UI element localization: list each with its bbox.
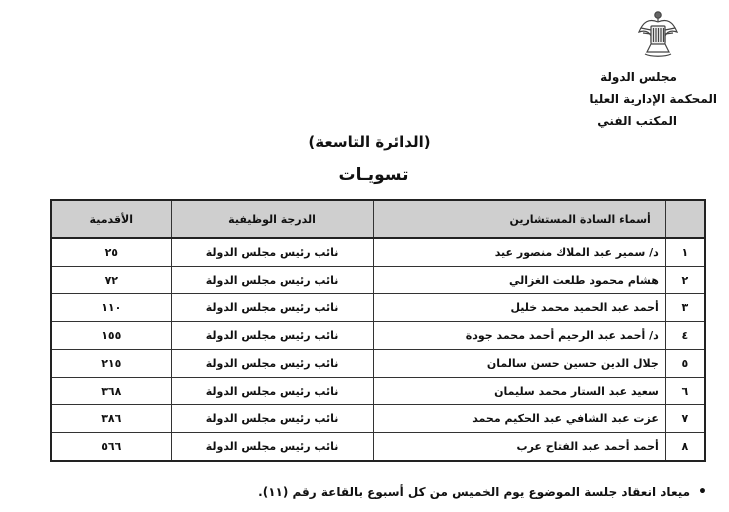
row-seniority: ٧٢	[51, 266, 171, 294]
header-seniority: الأقدمية	[51, 200, 171, 238]
table-row	[51, 377, 705, 405]
header-number	[665, 200, 705, 238]
session-note	[107, 484, 707, 500]
eagle-emblem-icon	[637, 8, 679, 58]
row-grade: نائب رئيس مجلس الدولة	[171, 433, 373, 461]
session-note-text: ميعاد انعقاد جلسة الموضوع يوم الخميس من كل أسبوع بالقاعة رقم (١١).	[258, 485, 691, 499]
row-name: د/ سمير عبد الملاك منصور عيد	[373, 238, 665, 266]
row-name: أحمد أحمد عبد الفتاح عرب	[373, 433, 665, 461]
row-number: ٣	[665, 294, 705, 322]
row-name: هشام محمود طلعت الغزالي	[373, 266, 665, 294]
row-seniority: ١٥٥	[51, 322, 171, 350]
bullet-icon: •	[698, 484, 707, 500]
header-names: أسماء السادة المستشارين	[373, 200, 665, 238]
row-seniority: ٣٨٦	[51, 405, 171, 433]
row-name: جلال الدين حسين حسن سالمان	[373, 349, 665, 377]
row-seniority: ٣٦٨	[51, 377, 171, 405]
table-header-row	[51, 200, 705, 238]
counselors-table	[50, 199, 706, 462]
table-row	[51, 294, 705, 322]
section-title: تسويـات	[338, 165, 409, 185]
header-court: المحكمة الإدارية العليا	[589, 92, 717, 106]
row-number: ٦	[665, 377, 705, 405]
row-name: أحمد عبد الحميد محمد خليل	[373, 294, 665, 322]
row-number: ٤	[665, 322, 705, 350]
row-seniority: ١١٠	[51, 294, 171, 322]
row-name: عزت عبد الشافي عبد الحكيم محمد	[373, 405, 665, 433]
header-council: مجلس الدولة	[600, 70, 677, 84]
table-row	[51, 322, 705, 350]
circuit-title: (الدائرة التاسعة)	[308, 133, 431, 151]
row-grade: نائب رئيس مجلس الدولة	[171, 377, 373, 405]
table-row	[51, 433, 705, 461]
row-seniority: ٥٦٦	[51, 433, 171, 461]
table-row	[51, 238, 705, 266]
row-grade: نائب رئيس مجلس الدولة	[171, 405, 373, 433]
table-row	[51, 405, 705, 433]
row-name: د/ أحمد عبد الرحيم أحمد محمد جودة	[373, 322, 665, 350]
institution-header	[577, 66, 717, 132]
row-seniority: ٢١٥	[51, 349, 171, 377]
row-grade: نائب رئيس مجلس الدولة	[171, 322, 373, 350]
row-grade: نائب رئيس مجلس الدولة	[171, 294, 373, 322]
table-row	[51, 266, 705, 294]
row-number: ٧	[665, 405, 705, 433]
header-office: المكتب الفني	[597, 114, 677, 128]
row-grade: نائب رئيس مجلس الدولة	[171, 266, 373, 294]
row-seniority: ٢٥	[51, 238, 171, 266]
row-number: ٨	[665, 433, 705, 461]
row-number: ٥	[665, 349, 705, 377]
header-grade: الدرجة الوظيفية	[171, 200, 373, 238]
row-name: سعيد عبد الستار محمد سليمان	[373, 377, 665, 405]
table-row	[51, 349, 705, 377]
row-number: ١	[665, 238, 705, 266]
row-number: ٢	[665, 266, 705, 294]
row-grade: نائب رئيس مجلس الدولة	[171, 238, 373, 266]
row-grade: نائب رئيس مجلس الدولة	[171, 349, 373, 377]
